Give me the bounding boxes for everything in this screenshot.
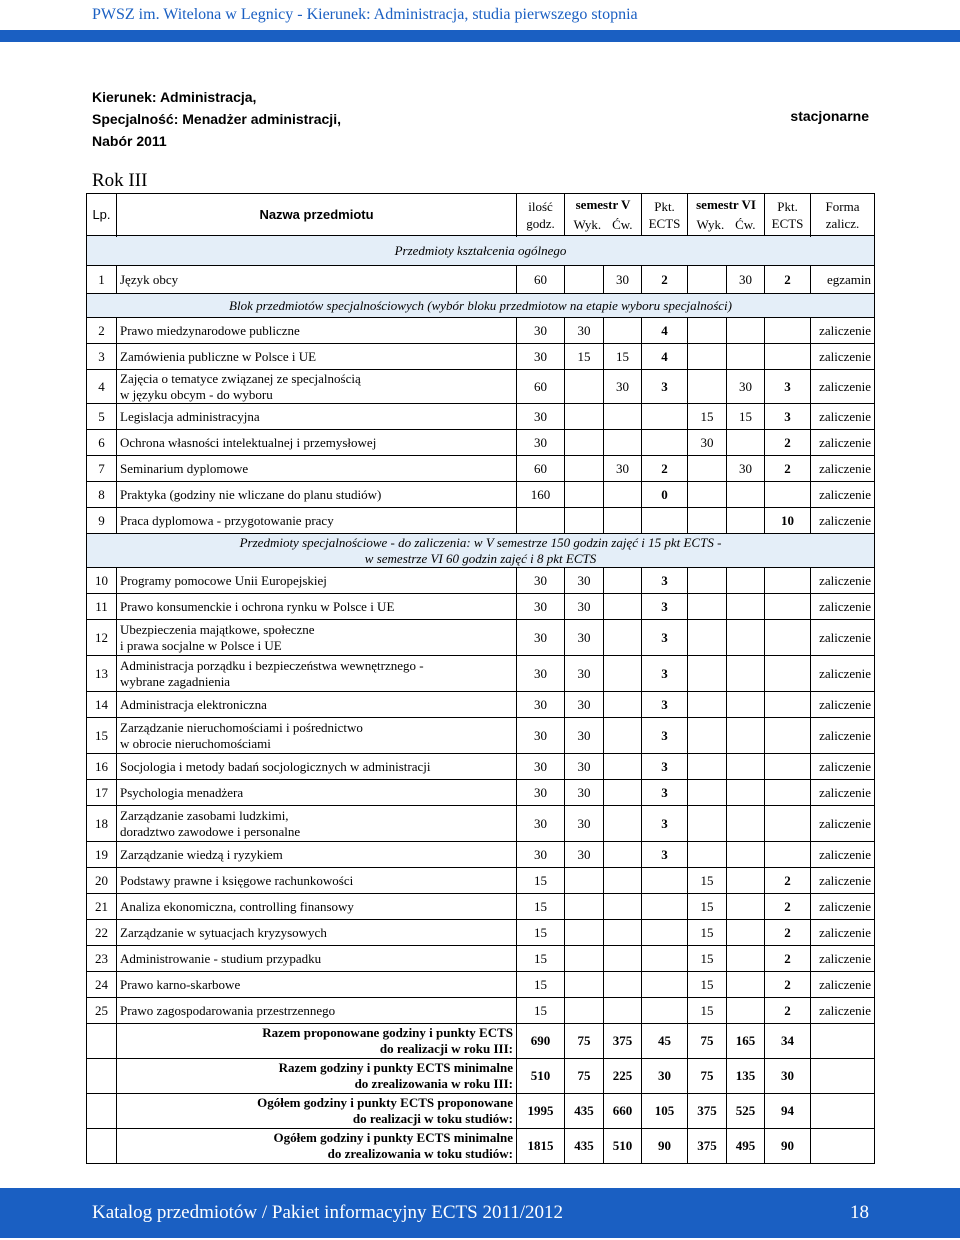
table-row: 4 Zajęcia o tematyce związanej ze specjalnością w języku obcym - do wyboru 60 30 3 30 3 zaliczenie <box>87 370 875 404</box>
section-general: Przedmioty kształcenia ogólnego <box>87 236 875 266</box>
table-row: 8 Praktyka (godziny nie wliczane do planu studiów) 160 0 zaliczenie <box>87 482 875 508</box>
table-row: 24 Prawo karno-skarbowe 15 15 2 zaliczenie <box>87 972 875 998</box>
table-row: 22 Zarządzanie w sytuacjach kryzysowych 15 15 2 zaliczenie <box>87 920 875 946</box>
program-info <box>92 86 341 152</box>
col-sem6-subheader <box>691 217 761 233</box>
summary-row: Razem proponowane godziny i punkty ECTS do realizacji w roku III: 690 75 375 45 75 165 34 <box>87 1024 875 1059</box>
table-row: 19 Zarządzanie wiedzą i ryzykiem 30 30 3 zaliczenie <box>87 842 875 868</box>
summary-row: Ogółem godziny i punkty ECTS proponowane do realizacji w toku studiów: 1995 435 660 105 375 525 94 <box>87 1094 875 1129</box>
table-row: 9 Praca dyplomowa - przygotowanie pracy 10 zaliczenie <box>87 508 875 534</box>
table-row: 14 Administracja elektroniczna 30 30 3 zaliczenie <box>87 692 875 718</box>
footer-bar <box>0 1188 960 1238</box>
table-row: 20 Podstawy prawne i księgowe rachunkowości 15 15 2 zaliczenie <box>87 868 875 894</box>
lecture-label: Wyk. <box>573 216 602 232</box>
col-sem5-subheader <box>568 217 638 233</box>
table-row: 17 Psychologia menadżera 30 30 3 zaliczenie <box>87 780 875 806</box>
table-row: 7 Seminarium dyplomowe 60 30 2 30 2 zaliczenie <box>87 456 875 482</box>
exercise-label: Ćw. <box>612 216 633 232</box>
study-mode: stacjonarne <box>790 108 869 124</box>
table-row: 5 Legislacja administracyjna 30 15 15 3 zaliczenie <box>87 404 875 430</box>
table-row: 18 Zarządzanie zasobami ludzkimi, doradztwo zawodowe i personalne 30 30 3 zaliczenie <box>87 806 875 842</box>
summary-row: Razem godziny i punkty ECTS minimalne do zrealizowania w roku III: 510 75 225 30 75 135 30 <box>87 1059 875 1094</box>
table-row: 12 Ubezpieczenia majątkowe, społeczne i prawa socjalne w Polsce i UE 30 30 3 zaliczenie <box>87 620 875 656</box>
page-header: PWSZ im. Witelona w Legnicy - Kierunek: Administracja, studia pierwszego stopnia <box>92 6 638 23</box>
col-ects6: Pkt. ECTS <box>765 194 811 236</box>
footer-title: Katalog przedmiotów / Pakiet informacyjny ECTS 2011/2012 <box>92 1202 564 1223</box>
table-row: 15 Zarządzanie nieruchomościami i pośrednictwo w obrocie nieruchomościami 30 30 3 zaliczenie <box>87 718 875 754</box>
curriculum-table <box>86 193 875 1164</box>
field-of-study: Kierunek: Administracja, <box>92 89 257 105</box>
table-row: 23 Administrowanie - studium przypadku 15 15 2 zaliczenie <box>87 946 875 972</box>
table-header-row <box>87 194 875 236</box>
specialization: Specjalność: Menadżer administracji, <box>92 111 341 127</box>
intake: Nabór 2011 <box>92 133 167 149</box>
col-name: Nazwa przedmiotu <box>117 194 517 236</box>
col-form: Forma zalicz. <box>811 194 875 236</box>
table-row: 16 Socjologia i metody badań socjologicznych w administracji 30 30 3 zaliczenie <box>87 754 875 780</box>
page-number: 18 <box>850 1202 869 1223</box>
year-title: Rok III <box>92 170 148 191</box>
table-row: 6 Ochrona własności intelektualnej i przemysłowej 30 30 2 zaliczenie <box>87 430 875 456</box>
table-row: 21 Analiza ekonomiczna, controlling finansowy 15 15 2 zaliczenie <box>87 894 875 920</box>
table-row: 13 Administracja porządku i bezpieczeństwa wewnętrznego - wybrane zagadnienia 30 30 3 zaliczenie <box>87 656 875 692</box>
lecture-label: Wyk. <box>696 216 725 232</box>
col-sem6: semestr VI Wyk. Ćw. <box>688 194 765 236</box>
table-row: 10 Programy pomocowe Unii Europejskiej 30 30 3 zaliczenie <box>87 568 875 594</box>
col-lp: Lp. <box>87 194 117 236</box>
section-specialization-subjects: Przedmioty specjalnościowe - do zaliczenia: w V semestrze 150 godzin zajęć i 15 pkt ECTS - w semestrze VI 60 godzin zajęć i 8 pkt ECTS <box>87 534 875 568</box>
header-bar <box>0 30 960 42</box>
table-row: 2 Prawo miedzynarodowe publiczne 30 30 4 zaliczenie <box>87 318 875 344</box>
col-ects5: Pkt. ECTS <box>642 194 688 236</box>
col-sem5: semestr V Wyk. Ćw. <box>565 194 642 236</box>
summary-row: Ogółem godziny i punkty ECTS minimalne do zrealizowania w toku studiów: 1815 435 510 90 375 495 90 <box>87 1129 875 1164</box>
exercise-label: Ćw. <box>735 216 756 232</box>
section-specialization-block: Blok przedmiotów specjalnościowych (wybór bloku przedmiotow na etapie wyboru specjalności) <box>87 294 875 318</box>
table-row: 11 Prawo konsumenckie i ochrona rynku w Polsce i UE 30 30 3 zaliczenie <box>87 594 875 620</box>
table-row: 1 Język obcy 60 30 2 30 2 egzamin <box>87 266 875 294</box>
table-row: 25 Prawo zagospodarowania przestrzennego 15 15 2 zaliczenie <box>87 998 875 1024</box>
table-row: 3 Zamówienia publiczne w Polsce i UE 30 15 15 4 zaliczenie <box>87 344 875 370</box>
col-hours: ilość godz. <box>517 194 565 236</box>
